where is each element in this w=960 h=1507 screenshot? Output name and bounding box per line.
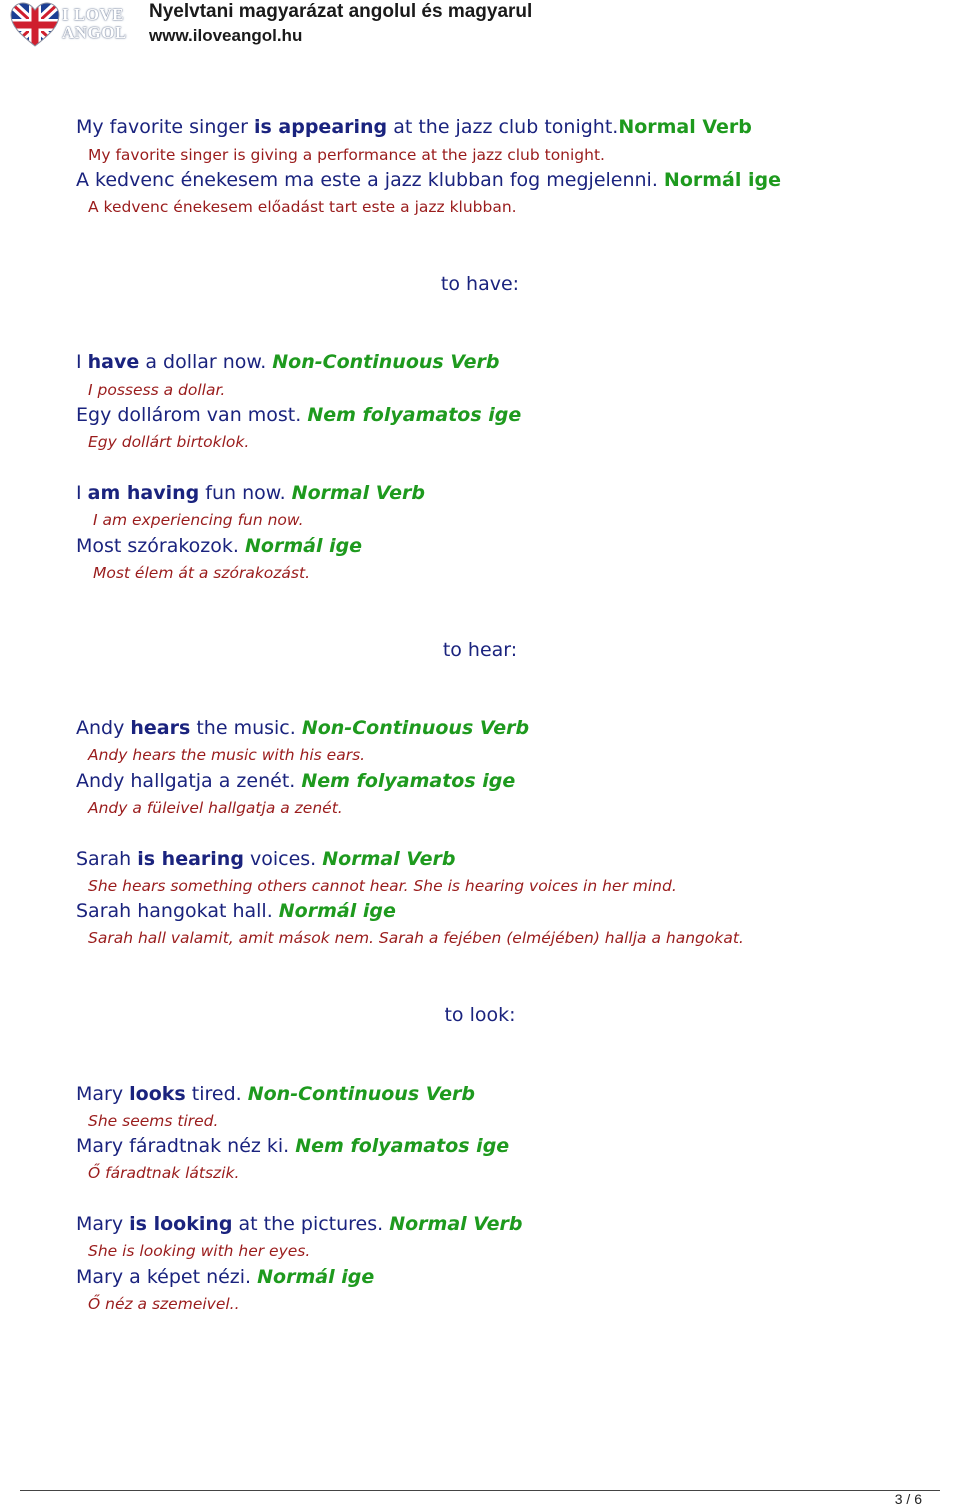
verb-type-tag: Normál ige: [278, 900, 396, 922]
example-hu-sentence: [76, 403, 521, 427]
example-hu-sentence: [76, 1265, 374, 1289]
verb-type-tag: Non-Continuous Verb: [272, 351, 500, 373]
sentence-text: Mary: [76, 1213, 130, 1235]
sentence-text: voices.: [243, 848, 323, 870]
verb-highlight: am having: [87, 482, 200, 504]
example-hu-sentence: [76, 168, 781, 192]
verb-type-tag: Non-Continuous Verb: [247, 1083, 475, 1105]
example-hu-explanation: Ő néz a szemeivel..: [88, 1295, 240, 1313]
verb-type-tag: Normal Verb: [322, 848, 456, 870]
example-en-sentence: [76, 481, 425, 505]
verb-type-tag: Normal Verb: [389, 1213, 523, 1235]
logo-text-line-1: I LOVE: [62, 5, 125, 24]
verb-type-tag: Normal Verb: [618, 116, 752, 138]
example-en-explanation: She hears something others cannot hear. She is hearing voices in her mind.: [88, 877, 677, 895]
section-heading-to-look: to look:: [444, 1004, 516, 1026]
verb-type-tag: Normál ige: [245, 535, 363, 557]
verb-highlight: is hearing: [137, 848, 244, 870]
sentence-text: Egy dollárom van most.: [76, 404, 308, 426]
logo-text: [62, 6, 127, 42]
union-jack-heart-icon: [10, 2, 60, 48]
example-hu-explanation: Ő fáradtnak látszik.: [88, 1164, 240, 1182]
example-hu-sentence: [76, 1134, 509, 1158]
example-hu-sentence: [76, 769, 515, 793]
example-en-explanation: Andy hears the music with his ears.: [88, 746, 366, 764]
sentence-text: Mary a képet nézi.: [76, 1266, 258, 1288]
example-hu-explanation: A kedvenc énekesem előadást tart este a jazz klubban.: [88, 198, 517, 216]
example-hu-explanation: Andy a füleivel hallgatja a zenét.: [88, 799, 343, 817]
sentence-text: the music.: [190, 717, 302, 739]
sentence-text: A kedvenc énekesem ma este a jazz klubban fog megjelenni.: [76, 169, 664, 191]
sentence-text: Most szórakozok.: [76, 535, 245, 557]
header-title: Nyelvtani magyarázat angolul és magyarul: [149, 1, 533, 22]
verb-type-tag: Nem folyamatos ige: [295, 1135, 510, 1157]
section-heading-to-hear: to hear:: [442, 639, 518, 661]
page-header: [0, 0, 960, 52]
example-en-explanation: I possess a dollar.: [88, 381, 226, 399]
example-en-sentence: [76, 1082, 475, 1106]
sentence-text: My favorite singer: [76, 116, 254, 138]
verb-highlight: have: [87, 351, 140, 373]
verb-type-tag: Normál ige: [663, 169, 781, 191]
example-en-explanation: She is looking with her eyes.: [88, 1242, 311, 1260]
i-love-angol-logo: [10, 2, 130, 48]
example-en-explanation: My favorite singer is giving a performance at the jazz club tonight.: [88, 146, 605, 164]
verb-highlight: is looking: [129, 1213, 233, 1235]
verb-highlight: looks: [129, 1083, 186, 1105]
sentence-text: Andy hallgatja a zenét.: [76, 770, 302, 792]
sentence-text: I: [76, 351, 88, 373]
verb-type-tag: Normal Verb: [291, 482, 425, 504]
sentence-text: at the jazz club tonight.: [387, 116, 619, 138]
verb-highlight: hears: [130, 717, 191, 739]
verb-type-tag: Normál ige: [257, 1266, 375, 1288]
logo-text-line-2: ANGOL: [62, 23, 127, 42]
sentence-text: tired.: [185, 1083, 248, 1105]
sentence-text: fun now.: [199, 482, 292, 504]
footer-divider: [20, 1490, 940, 1491]
example-hu-explanation: Most élem át a szórakozást.: [93, 564, 311, 582]
example-en-sentence: [76, 115, 752, 139]
verb-type-tag: Nem folyamatos ige: [301, 770, 516, 792]
verb-type-tag: Non-Continuous Verb: [301, 717, 530, 739]
sentence-text: a dollar now.: [139, 351, 273, 373]
example-en-sentence: [76, 350, 500, 374]
sentence-text: Mary: [76, 1083, 130, 1105]
example-en-sentence: [76, 716, 529, 740]
example-en-explanation: I am experiencing fun now.: [93, 511, 304, 529]
verb-highlight: is appearing: [253, 116, 388, 138]
header-url[interactable]: www.iloveangol.hu: [149, 26, 303, 45]
sentence-text: Andy: [76, 717, 131, 739]
sentence-text: Sarah: [76, 848, 138, 870]
sentence-text: at the pictures.: [232, 1213, 390, 1235]
example-en-explanation: She seems tired.: [88, 1112, 219, 1130]
example-en-sentence: [76, 847, 456, 871]
sentence-text: Sarah hangokat hall.: [76, 900, 279, 922]
example-hu-explanation: Sarah hall valamit, amit mások nem. Sarah a fejében (elméjében) hallja a hangokat.: [88, 929, 744, 947]
page-number: 3 / 6: [894, 1491, 922, 1507]
sentence-text: Mary fáradtnak néz ki.: [76, 1135, 296, 1157]
example-hu-sentence: [76, 534, 362, 558]
sentence-text: I: [76, 482, 88, 504]
example-hu-explanation: Egy dollárt birtoklok.: [88, 433, 250, 451]
verb-type-tag: Nem folyamatos ige: [307, 404, 522, 426]
section-heading-to-have: to have:: [440, 273, 520, 295]
example-en-sentence: [76, 1212, 522, 1236]
example-hu-sentence: [76, 899, 396, 923]
